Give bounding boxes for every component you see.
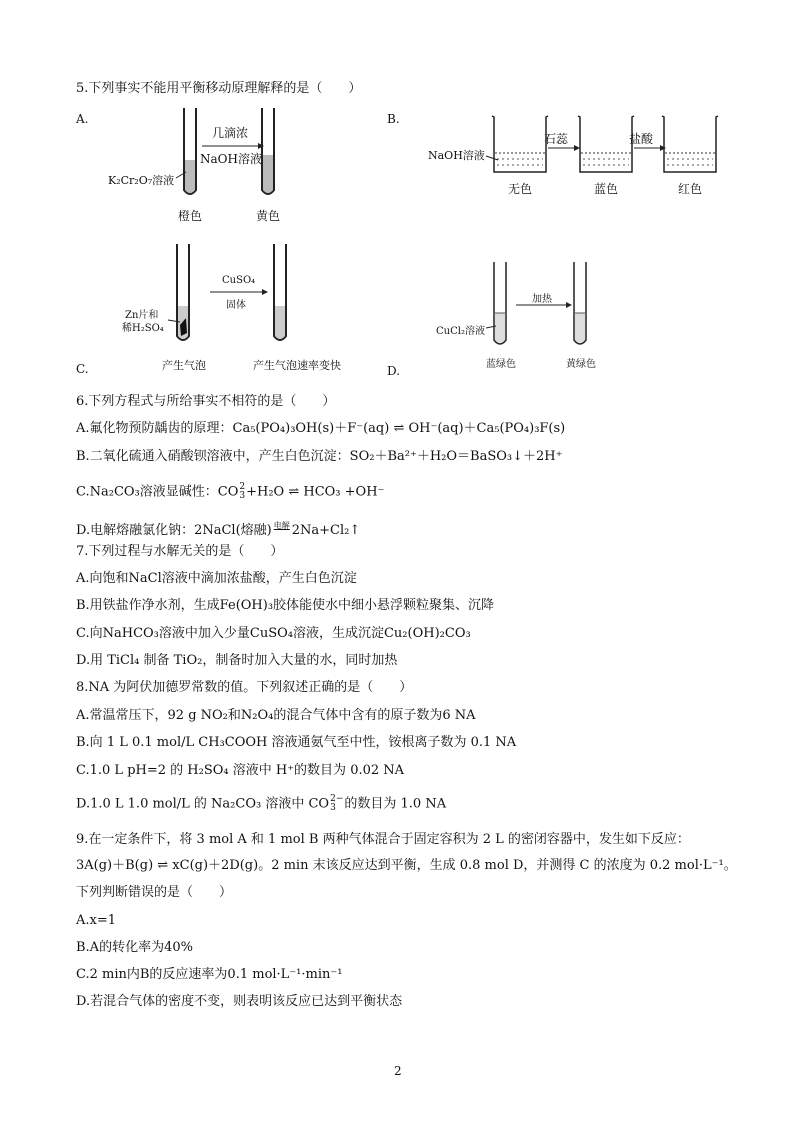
q7-option-a: A.向饱和NaCl溶液中滴加浓盐酸，产生白色沉淀 xyxy=(76,571,357,586)
q5-c-solution-label-2: 稀H₂SO₄ xyxy=(122,323,164,334)
q5-c-caption-right: 产生气泡速率变快 xyxy=(253,359,341,372)
q5-stem: 5.下列事实不能用平衡移动原理解释的是（ ） xyxy=(76,81,362,96)
q5-a-solution-label: K₂Cr₂O₇溶液 xyxy=(108,174,175,187)
q5-option-c-label: C. xyxy=(76,362,89,376)
q5-b-caption-1: 无色 xyxy=(508,182,533,196)
q5-option-a-label: A. xyxy=(76,112,89,126)
q5-c-reagent-2: 固体 xyxy=(226,300,246,311)
q8-option-d: D.1.0 L 1.0 mol/L 的 Na₂CO₃ 溶液中 CO 2− 3 的数目为 1.0 NA xyxy=(76,794,447,813)
q9-option-b: B.A的转化率为40% xyxy=(76,940,193,955)
q8-option-b: B.向 1 L 0.1 mol/L CH₃COOH 溶液通氨气至中性，铵根离子数为 0.1 NA xyxy=(76,735,517,750)
q5-c-caption-left: 产生气泡 xyxy=(162,359,206,372)
q9-option-a: A.x=1 xyxy=(76,913,117,928)
q8-stem: 8.NA 为阿伏加德罗常数的值。下列叙述正确的是（ ） xyxy=(76,680,413,695)
q9-stem-1: 9.在一定条件下，将 3 mol A 和 1 mol B 两种气体混合于固定容积为 2 L 的密闭容器中，发生如下反应： xyxy=(76,832,690,847)
q5-d-solution-label: CuCl₂溶液 xyxy=(436,326,485,337)
q6-option-c: C.Na₂CO₃溶液显碱性：CO 2 3 +H₂O ⇌ HCO₃ +OH⁻ xyxy=(76,482,385,501)
q5-c-reagent-1: CuSO₄ xyxy=(222,275,256,286)
q6-option-d: D.电解熔融氯化钠：2NaCl(熔融) 电解 2Na+Cl₂↑ xyxy=(76,521,361,538)
q5-option-b-label: B. xyxy=(387,112,400,126)
q5-d-tube-right xyxy=(574,262,586,344)
q5-c-solution-label-1: Zn片和 xyxy=(125,310,159,321)
page-number: 2 xyxy=(394,1064,402,1078)
q5-d-condition: 加热 xyxy=(532,294,552,305)
q7-option-c: C.向NaHCO₃溶液中加入少量CuSO₄溶液，生成沉淀Cu₂(OH)₂CO₃ xyxy=(76,626,471,641)
q6-option-b: B.二氧化硫通入硝酸钡溶液中，产生白色沉淀：SO₂＋Ba²⁺＋H₂O＝BaSO₃↓＋2H⁺ xyxy=(76,449,563,464)
q8-option-a: A.常温常压下，92 g NO₂和N₂O₄的混合气体中含有的原子数为6 NA xyxy=(76,708,476,723)
q5-b-solution-label: NaOH溶液 xyxy=(428,149,485,162)
q8-option-c: C.1.0 L pH=2 的 H₂SO₄ 溶液中 H⁺的数目为 0.02 NA xyxy=(76,763,405,778)
q5-b-reagent-2: 盐酸 xyxy=(629,132,654,146)
q9-stem-3: 下列判断错误的是（ ） xyxy=(76,885,233,900)
q5-d-caption-left: 蓝绿色 xyxy=(486,359,516,370)
q5-a-caption-left: 橙色 xyxy=(178,209,203,223)
q9-option-c: C.2 min内B的反应速率为0.1 mol·L⁻¹·min⁻¹ xyxy=(76,967,343,982)
q5-a-reagent-1: 几滴浓 xyxy=(212,126,249,140)
q9-stem-2: 3A(g)＋B(g) ⇌ xC(g)＋2D(g)。2 min 末该反应达到平衡，生成 0.8 mol D，并测得 C 的浓度为 0.2 mol·L⁻¹。 xyxy=(76,858,737,873)
q7-option-b: B.用铁盐作净水剂，生成Fe(OH)₃胶体能使水中细小悬浮颗粒聚集、沉降 xyxy=(76,598,495,613)
q7-option-d: D.用 TiCl₄ 制备 TiO₂，制备时加入大量的水，同时加热 xyxy=(76,653,398,668)
q5-b-reagent-1: 石蕊 xyxy=(544,132,569,146)
q6-option-a: A.氟化物预防龋齿的原理：Ca₅(PO₄)₃OH(s)＋F⁻(aq) ⇌ OH⁻(aq)＋Ca₅(PO₄)₃F(s) xyxy=(76,421,566,436)
q7-stem: 7.下列过程与水解无关的是（ ） xyxy=(76,544,284,559)
q5-option-d-label: D. xyxy=(387,364,401,378)
q5-d-tubes xyxy=(0,0,800,400)
q9-option-d: D.若混合气体的密度不变，则表明该反应已达到平衡状态 xyxy=(76,994,403,1009)
q5-d-tube-left xyxy=(494,262,506,344)
q5-b-caption-3: 红色 xyxy=(678,182,703,196)
q5-a-reagent-2: NaOH溶液 xyxy=(200,152,262,166)
q5-d-caption-right: 黄绿色 xyxy=(566,359,596,370)
q6-stem: 6.下列方程式与所给事实不相符的是（ ） xyxy=(76,394,336,409)
q5-b-caption-2: 蓝色 xyxy=(594,182,619,196)
q5-a-caption-right: 黄色 xyxy=(256,209,281,223)
